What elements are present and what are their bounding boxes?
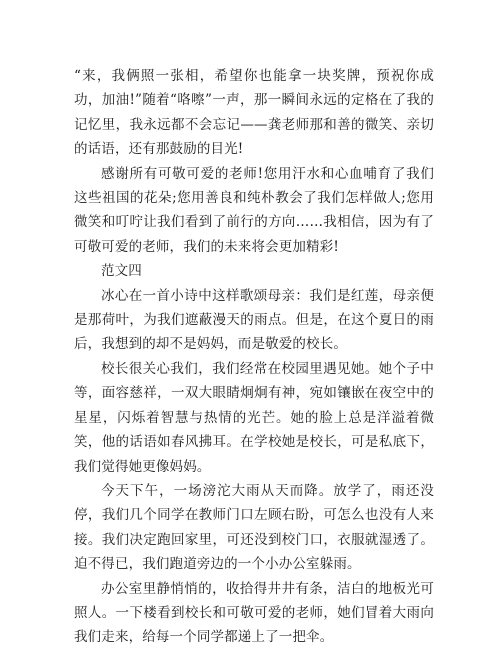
section-heading-sample-four: 范文四 — [101, 263, 142, 280]
paragraph-photo-memory: “来，我俩照一张相，希望你也能拿一块奖牌，预祝你成功，加油!”随着“咯嚓”一声，那一瞬间永远的定格在了我的记忆里，我永远都不会忘记——龚老师那和善的微笑、亲切的话语，还有那鼓励的目光! — [74, 68, 434, 158]
paragraph-bingxin-poem: 冰心在一首小诗中这样歌颂母亲：我们是红莲，母亲便是那荷叶，为我们遮蔽漫天的雨点。但是，在这个夏日的雨后，我想到的却不是妈妈，而是敬爱的校长。 — [74, 287, 434, 353]
paragraph-office: 办公室里静悄悄的，收拾得井井有条，洁白的地板光可照人。一下楼看到校长和可敬可爱的老师，她们冒着大雨向我们走来，给每一个同学都递上了一把伞。 — [74, 580, 434, 646]
document-body — [74, 64, 434, 650]
paragraph-principal-description: 校长很关心我们，我们经常在校园里遇见她。她个子中等，面容慈祥，一双大眼睛炯炯有神，宛如镶嵌在夜空中的星星，闪烁着智慧与热情的光芒。她的脸上总是洋溢着微笑，他的话语如春风拂耳。在学校她是校长，可是私底下，我们觉得她更像妈妈。 — [74, 360, 434, 475]
paragraph-thanks-teachers: 感谢所有可敬可爱的老师!您用汗水和心血哺育了我们这些祖国的花朵;您用善良和纯朴教会了我们怎样做人;您用微笑和叮咛让我们看到了前行的方向……我相信，因为有了可敬可爱的老师，我们的未来将会更加精彩! — [74, 165, 434, 255]
paragraph-rainstorm: 今天下午，一场滂沱大雨从天而降。放学了，雨还没停，我们几个同学在教师门口左顾右盼，可怎么也没有人来接。我们决定跑回家里，可还没到校门口，衣服就湿透了。迫不得已，我们跑道旁边的一个小办公室躲雨。 — [74, 482, 434, 573]
